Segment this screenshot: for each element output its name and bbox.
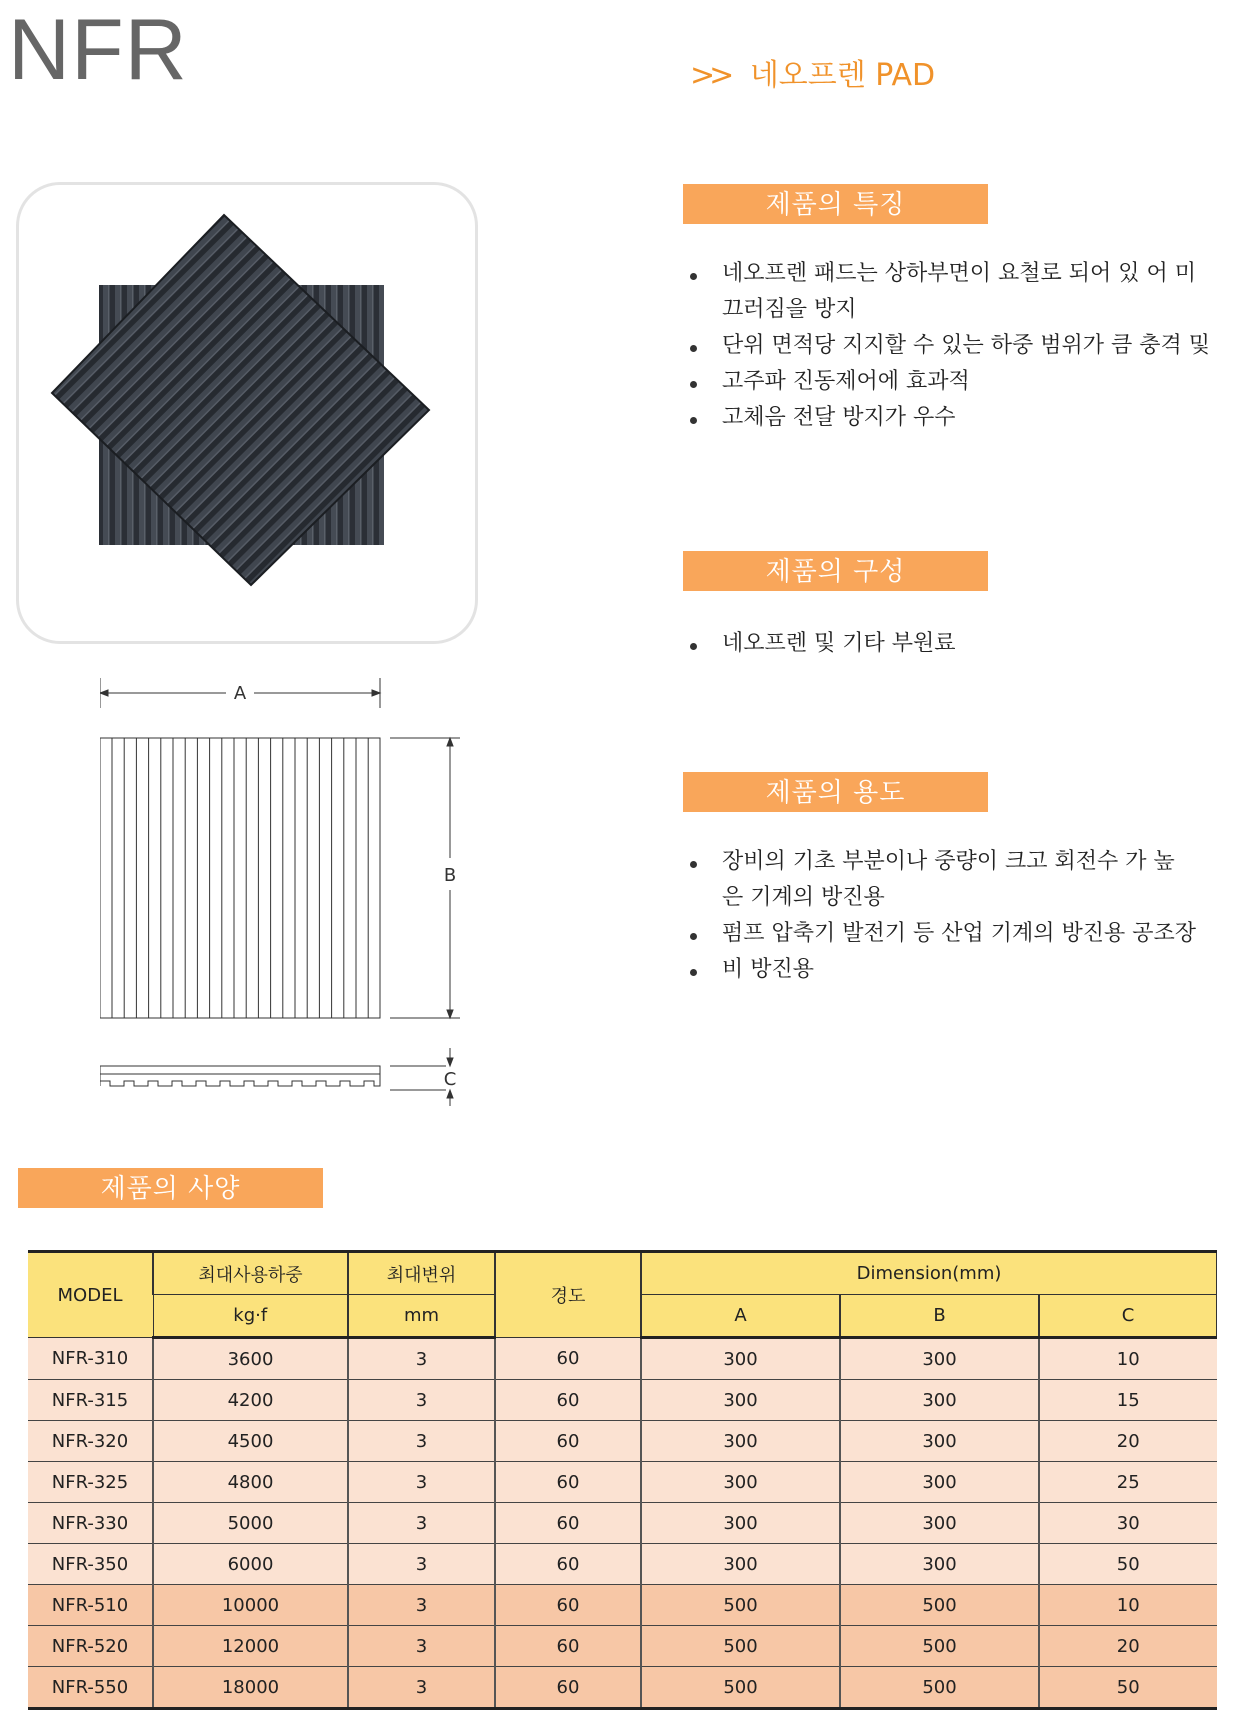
- table-cell-load: 3600: [153, 1338, 348, 1380]
- table-cell-b: 300: [840, 1462, 1039, 1503]
- table-cell-b: 500: [840, 1667, 1039, 1709]
- table-cell-a: 300: [641, 1544, 840, 1585]
- composition-list: [690, 626, 1210, 662]
- table-cell-disp: 3: [348, 1626, 495, 1667]
- table-cell-hardness: 60: [495, 1544, 641, 1585]
- table-cell-hardness: 60: [495, 1380, 641, 1421]
- table-cell-c: 10: [1039, 1338, 1217, 1380]
- table-cell-disp: 3: [348, 1338, 495, 1380]
- brand-title: NFR: [8, 2, 188, 98]
- table-cell-a: 500: [641, 1626, 840, 1667]
- list-item: 비 방진용: [690, 952, 1210, 988]
- col-header-max-displacement: 최대변위: [348, 1252, 495, 1295]
- table-cell-disp: 3: [348, 1667, 495, 1709]
- list-item: 장비의 기초 부분이나 중량이 크고 회전수 가 높: [690, 844, 1210, 880]
- table-cell-hardness: 60: [495, 1503, 641, 1544]
- table-cell-load: 5000: [153, 1503, 348, 1544]
- table-cell-b: 300: [840, 1421, 1039, 1462]
- section-title-composition: 제품의 구성: [683, 551, 988, 591]
- neoprene-pad-photo: [19, 185, 475, 641]
- col-header-max-load-unit: kg·f: [153, 1295, 348, 1338]
- table-cell-c: 50: [1039, 1544, 1217, 1585]
- table-cell-model: NFR-550: [28, 1667, 153, 1709]
- table-cell-load: 10000: [153, 1585, 348, 1626]
- features-list: [690, 256, 1210, 436]
- table-cell-c: 25: [1039, 1462, 1217, 1503]
- subtitle-text: 네오프렌 PAD: [749, 58, 936, 93]
- table-row: [28, 1626, 1217, 1667]
- list-item: 네오프렌 및 기타 부원료: [690, 626, 1210, 662]
- section-title-usage: 제품의 용도: [683, 772, 988, 812]
- table-cell-model: NFR-520: [28, 1626, 153, 1667]
- list-item-continuation: 끄러짐을 방지: [722, 297, 857, 322]
- table-cell-c: 30: [1039, 1503, 1217, 1544]
- list-item: 고체음 전달 방지가 우수: [690, 400, 1210, 436]
- table-cell-c: 20: [1039, 1626, 1217, 1667]
- chevron-right-icon: >>: [690, 58, 729, 93]
- table-row: [28, 1462, 1217, 1503]
- spec-table: [28, 1250, 1217, 1710]
- table-cell-a: 300: [641, 1421, 840, 1462]
- table-cell-disp: 3: [348, 1503, 495, 1544]
- table-cell-load: 4500: [153, 1421, 348, 1462]
- usage-list: [690, 844, 1210, 988]
- table-cell-hardness: 60: [495, 1585, 641, 1626]
- table-row: [28, 1380, 1217, 1421]
- table-row: [28, 1544, 1217, 1585]
- table-cell-model: NFR-325: [28, 1462, 153, 1503]
- table-cell-b: 300: [840, 1338, 1039, 1380]
- col-header-dimension: Dimension(mm): [641, 1252, 1217, 1295]
- dimension-label-a: A: [233, 683, 247, 704]
- table-row: [28, 1585, 1217, 1626]
- table-row: [28, 1421, 1217, 1462]
- table-cell-c: 50: [1039, 1667, 1217, 1709]
- table-cell-load: 18000: [153, 1667, 348, 1709]
- dimension-drawing: [100, 678, 470, 1108]
- table-cell-hardness: 60: [495, 1462, 641, 1503]
- table-cell-a: 500: [641, 1667, 840, 1709]
- table-cell-model: NFR-350: [28, 1544, 153, 1585]
- product-subtitle: [690, 52, 935, 100]
- list-item: 단위 면적당 지지할 수 있는 하중 범위가 큼 충격 및: [690, 328, 1210, 364]
- col-header-hardness: 경도: [495, 1252, 641, 1338]
- table-cell-a: 500: [641, 1585, 840, 1626]
- table-cell-disp: 3: [348, 1421, 495, 1462]
- table-cell-b: 300: [840, 1544, 1039, 1585]
- table-cell-disp: 3: [348, 1585, 495, 1626]
- table-cell-a: 300: [641, 1380, 840, 1421]
- col-header-a: A: [641, 1295, 840, 1338]
- table-cell-model: NFR-330: [28, 1503, 153, 1544]
- section-title-spec: 제품의 사양: [18, 1168, 323, 1208]
- table-cell-b: 300: [840, 1380, 1039, 1421]
- col-header-model: MODEL: [28, 1252, 153, 1338]
- list-item: 네오프렌 패드는 상하부면이 요철로 되어 있 어 미: [690, 256, 1210, 292]
- table-cell-model: NFR-510: [28, 1585, 153, 1626]
- table-cell-c: 10: [1039, 1585, 1217, 1626]
- table-cell-b: 500: [840, 1585, 1039, 1626]
- col-header-c: C: [1039, 1295, 1217, 1338]
- table-cell-a: 300: [641, 1503, 840, 1544]
- dimension-label-c: C: [443, 1069, 457, 1090]
- table-cell-model: NFR-310: [28, 1338, 153, 1380]
- table-cell-load: 4200: [153, 1380, 348, 1421]
- table-cell-disp: 3: [348, 1544, 495, 1585]
- list-item: 펌프 압축기 발전기 등 산업 기계의 방진용 공조장: [690, 916, 1210, 952]
- table-cell-hardness: 60: [495, 1626, 641, 1667]
- dimension-label-b: B: [443, 865, 457, 886]
- col-header-b: B: [840, 1295, 1039, 1338]
- table-cell-model: NFR-315: [28, 1380, 153, 1421]
- table-row: [28, 1338, 1217, 1380]
- table-cell-b: 500: [840, 1626, 1039, 1667]
- list-item: 고주파 진동제어에 효과적: [690, 364, 1210, 400]
- table-cell-load: 4800: [153, 1462, 348, 1503]
- table-row: [28, 1667, 1217, 1709]
- list-item-continuation: 은 기계의 방진용: [722, 885, 885, 910]
- table-cell-hardness: 60: [495, 1338, 641, 1380]
- table-cell-hardness: 60: [495, 1667, 641, 1709]
- table-cell-load: 6000: [153, 1544, 348, 1585]
- table-cell-load: 12000: [153, 1626, 348, 1667]
- table-cell-c: 15: [1039, 1380, 1217, 1421]
- table-cell-model: NFR-320: [28, 1421, 153, 1462]
- table-cell-hardness: 60: [495, 1421, 641, 1462]
- table-cell-b: 300: [840, 1503, 1039, 1544]
- table-cell-disp: 3: [348, 1462, 495, 1503]
- product-photo-frame: [16, 182, 478, 644]
- section-title-features: 제품의 특징: [683, 184, 988, 224]
- col-header-max-displacement-unit: mm: [348, 1295, 495, 1338]
- table-cell-a: 300: [641, 1462, 840, 1503]
- table-cell-c: 20: [1039, 1421, 1217, 1462]
- table-cell-disp: 3: [348, 1380, 495, 1421]
- table-cell-a: 300: [641, 1338, 840, 1380]
- col-header-max-load: 최대사용하중: [153, 1252, 348, 1295]
- table-row: [28, 1503, 1217, 1544]
